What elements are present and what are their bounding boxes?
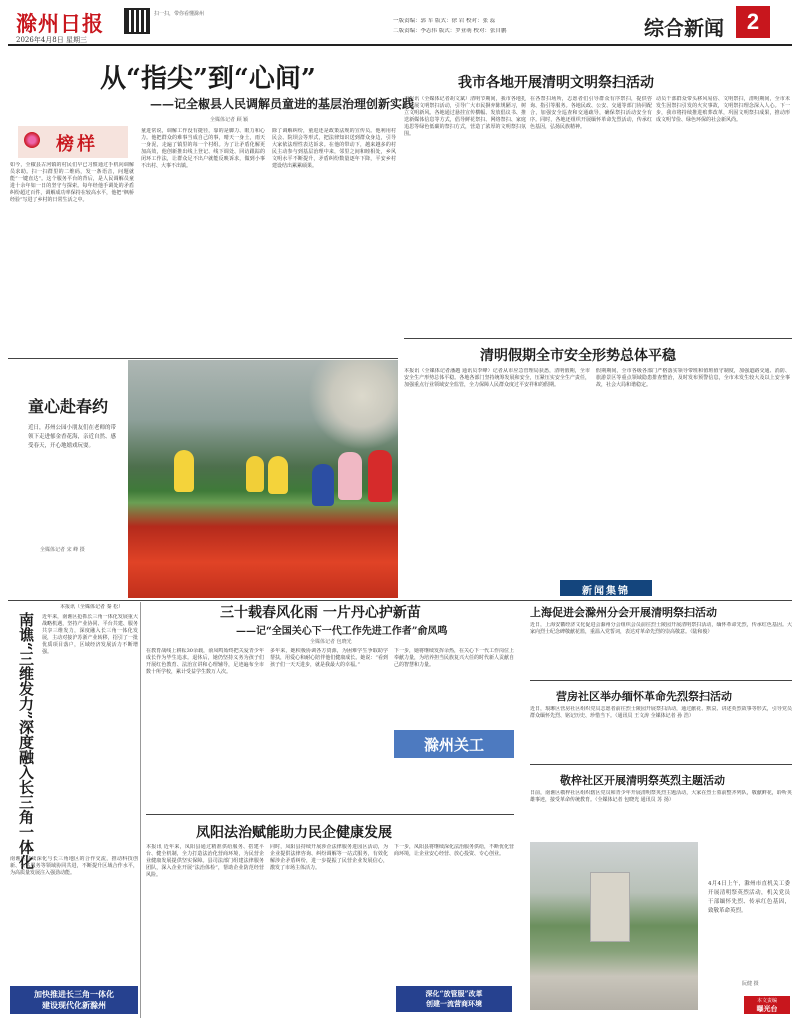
rule-4 <box>146 814 514 815</box>
anhui-byline: 全媒体记者 包晓光 <box>310 639 352 645</box>
slogan-line-4: 创建一流营商环境 <box>426 999 482 1008</box>
rule-1 <box>404 338 792 339</box>
rule-5 <box>530 680 792 681</box>
safety-text-1: 本报讯（全媒体记者潘越 通讯员李峰）记者从市应急管理局获悉，清明假期，全市安全生产形势总体平稳。各地各部门坚持统筹发展和安全，压紧压实安全生产责任，加强重点行业领域安全监管，全力保障人民群众度过平安祥和的假期。 <box>404 368 590 388</box>
rule-6 <box>530 764 792 765</box>
footer-label: 本文责编 <box>756 998 777 1004</box>
left-divider <box>140 602 141 1018</box>
role-model-badge <box>18 126 128 158</box>
qr-code-icon[interactable] <box>124 8 150 34</box>
monument-shape <box>590 872 630 942</box>
forum-byline: 本报讯（全媒体记者 秦 松） <box>60 604 124 610</box>
anhui-headline: 三十载春风化雨 一片丹心护新苗 <box>220 605 421 621</box>
page-number: 2 <box>736 6 770 38</box>
child-blue <box>312 464 334 506</box>
shanghai-text: 近日，上海安徽经济文化促进会滁州分会组织会员前往烈士陵园开展清明祭扫活动，缅怀革命先烈，传承红色基因。大家向烈士纪念碑敬献花篮，重温入党誓词，表达对革命先烈的崇高敬意。（陆和俊） <box>530 622 792 635</box>
memorial-photo <box>530 842 698 1010</box>
safety-text-2: 假期期间，全市各级各部门严格落实领导带班和值班值守制度，加强道路交通、消防、旅游景区等重点领域隐患排查整治，及时发布预警信息，全市未发生较大及以上安全事故，社会大局和谐稳定。 <box>596 368 790 388</box>
footer-name: 曝光台 <box>756 1004 778 1013</box>
child-yellow-1 <box>174 450 194 492</box>
masthead <box>8 4 792 44</box>
child-yellow-2 <box>246 456 264 492</box>
news-roundup-tag <box>560 580 652 596</box>
kids-caption: 近日，苏州公园小朋友们在老师的带领下走进郁金香花海，亲近自然、感受春天，开心地嬉戏玩耍。 <box>28 425 116 449</box>
section-title: 综合新闻 <box>644 16 724 40</box>
safety-headline: 清明假期全市安全形势总体平稳 <box>480 348 676 364</box>
issue-date: 2026年4月8日 星期三 <box>16 36 87 44</box>
qingming-column-3: 动员干部群众带头移风易俗、文明祭扫，清明期间，全市未发生因祭扫引发的火灾事故，文明祭扫理念深入人心。下一步，我市将持续推进殡葬改革，巩固文明祭扫成果，推动形成文明节俭、绿色环保的社会新风尚。 <box>656 96 790 123</box>
law-headline: 凤阳法治赋能助力民企健康发展 <box>196 825 392 841</box>
forum-column-1: 近年来，南谯区抢抓长三角一体化发展重大战略机遇，坚持产业协同、平台共建、服务共享三维发力，深度融入长三角一体化发展，主动对接沪苏浙产业转移，招引了一批优质项目落户，区域经济发展活力不断增强。 <box>42 614 138 655</box>
brand-box <box>394 730 514 758</box>
lead-headline: 从“指尖”到“心间” <box>100 64 316 94</box>
kids-tulip-photo <box>128 360 398 598</box>
child-pink <box>338 452 362 500</box>
qingming-headline: 我市各地开展清明文明祭扫活动 <box>458 75 654 91</box>
badge-label: 榜样 <box>56 134 98 155</box>
lead-column-2: 童进常说，调解工作没有捷径，靠的是脚力、眼力和心力。他把群众的难事当成自己的事，晴天一身土，雨天一身泥，走遍了镇里的每一个村组。为了让矛盾化解更加高效，他创新推出线上登记、线下调处、回访跟踪的闭环工作法，让群众足不出户就能反映诉求，做到小事不出村、大事不出镇。 <box>141 128 265 169</box>
slogan-line-1: 加快推进长三角一体化 <box>34 989 114 999</box>
newspaper-logo: 滁州日报 <box>16 11 104 36</box>
news-roundup-label: 新闻集锦 <box>582 586 630 597</box>
jingzi-text: 日前，南谯区敬梓社区组织辖区党员和青少年开展清明祭英烈主题活动，大家在烈士墓前整齐列队，敬献鲜花，聆听英雄事迹，接受革命传统教育。（全媒体记者 包晓光 通讯员 苏 扬） <box>530 790 792 803</box>
footer-stamp <box>744 996 790 1014</box>
child-red <box>368 450 392 502</box>
forum-column-2: 南谯区持续深化与长三角地区的合作交流，推动科技创新、公共服务等领域协同共进，不断提升区域合作水平，为高质量发展注入强劲动能。 <box>10 856 138 876</box>
kids-credit: 全媒体记者 宋 峰 摄 <box>40 547 85 553</box>
anhui-column-1: 在教育战线上耕耘30余载，俞凤鸣始终把关爱青少年成长作为毕生追求。退休后，她仍坚持义务为孩子们开展红色教育、法治宣讲和心理辅导，足迹遍布全市数十所学校，累计受益学生数万人次。 <box>146 648 264 675</box>
lead-column-1: 如今，全椒县古河镇的村民们早已习惯通过手机向调解员求助。扫一扫群里的二维码，发一条语音，问题就能“一键直达”。这个服务平台的背后，是人民调解员童进十余年如一日的坚守与探索。每年经他手调处的矛盾纠纷超过百件，调解成功率保持在较高水平，他把“枫桥经验”写进了乡村的日常生活之中。 <box>10 162 134 203</box>
slogan-line-3: 深化“放管服”改革 <box>425 989 483 998</box>
jingzi-headline: 敬梓社区开展清明祭英烈主题活动 <box>560 774 725 787</box>
slogan-banner-left <box>10 986 138 1014</box>
memorial-credit: 阮健 摄 <box>742 981 759 987</box>
editors-line-2: 二版责编：李志伟 版式：罗亚萌 校对：张自鹏 <box>393 28 507 34</box>
anhui-subhead: ——记“全国关心下一代工作先进工作者”俞凤鸣 <box>236 626 448 637</box>
shanghai-headline: 上海促进会滁州分会开展清明祭扫活动 <box>530 606 717 619</box>
tree-shape <box>308 360 398 450</box>
forum-headline: 南谯“三维发力”深度融入长三角一体化 <box>17 612 35 870</box>
law-column-3: 下一步，凤阳县将继续深化法治服务供给，不断优化营商环境，让企业安心经营、放心投资、专心创业。 <box>394 844 514 857</box>
flower-icon <box>24 132 40 148</box>
qingming-column-1: 本报讯（全媒体记者胡文斌）清明节期间，我市各地扎实开展文明祭扫活动，引导广大市民摒弃陈规陋习，树立文明新风。各地通过悬挂宣传横幅、发放倡议书、推送新媒体信息等方式，倡导鲜花祭扫、网络祭扫、家庭追思等绿色低碳的祭扫方式，营造了浓厚的文明祭扫氛围。 <box>404 96 526 137</box>
qr-caption: 扫一扫，带你看懂滁州 <box>154 11 205 17</box>
slogan-line-2: 建设现代化新滁州 <box>42 1000 106 1010</box>
kids-headline: 童心赴春约 <box>28 397 109 416</box>
law-column-1: 本报讯 近年来，凤阳县通过精准供给服务、搭建平台、健全机制，全力打造法治化营商环境，为民营企业健康发展提供坚实保障。县司法部门组建法律服务团队，深入企业开展“法治体检”，帮助企业防范经营风险。 <box>146 844 264 878</box>
lead-byline: 全媒体记者 顾 颖 <box>210 117 249 123</box>
rule-2 <box>8 358 398 359</box>
law-column-2: 同时，凤阳县持续开展涉企法律服务进园区活动，为企业提供法律咨询、纠纷调解等一站式服务，有效化解涉企矛盾纠纷，进一步提振了民营企业发展信心，激发了市场主体活力。 <box>270 844 388 871</box>
yingfang-headline: 营房社区举办缅怀革命先烈祭扫活动 <box>556 690 732 703</box>
editors-line-1: 一版责编：郭 军 版式：徐 岩 校对：张 蕊 <box>393 18 496 24</box>
yingfang-text: 近日，琅琊区营房社区组织党员志愿者前往烈士陵园开展祭扫活动，通过献花、默哀、讲述英烈故事等形式，引导党员群众缅怀先烈、铭记历史、珍惜当下。（通讯员 王文涛 全媒体记者 孙 浩） <box>530 706 792 719</box>
qingming-column-2: 在各祭扫场所，志愿者们引导群众有序祭扫，提供咨询、指引等服务。各地民政、公安、交通等部门协同配合，加强安全巡查和交通疏导，确保祭扫活动安全有序。同时，各地还组织开展缅怀革命先烈活动，传承红色基因，弘扬民族精神。 <box>530 96 652 130</box>
rule-3 <box>8 600 792 601</box>
child-yellow-3 <box>268 456 288 494</box>
slogan-banner-bottom <box>396 986 512 1012</box>
lead-column-3: 除了调解纠纷，童进还是政策法规的宣传员。他利用村民会、院坝会等形式，把法律知识送到群众身边，引导大家依法理性表达诉求。在他的带动下，越来越多的村民主动参与到基层治理中来，邻里之间和睦相处，乡风文明水平不断提升，矛盾纠纷数量逐年下降，平安乡村建设结出累累硕果。 <box>272 128 396 169</box>
masthead-rule <box>8 44 792 46</box>
lead-subhead: ——记全椒县人民调解员童进的基层治理创新实践 <box>150 97 415 111</box>
anhui-column-2: 多年来，她积极协调各方资源，为困难学生争取助学帮扶，用爱心和耐心陪伴他们健康成长。她说：“看到孩子们一天天进步，就是我最大的幸福。” <box>270 648 388 668</box>
anhui-column-3: 下一步，她将继续发挥余热，在关心下一代工作岗位上奉献力量，为培养担当民族复兴大任的时代新人贡献自己的智慧和力量。 <box>394 648 514 668</box>
memorial-caption: 4月4日上午，滁州市直机关工委开展清明祭英烈活动，机关党员干部缅怀先烈、传承红色基因，致敬革命英烈。 <box>708 881 790 914</box>
brand-label: 滁州关工 <box>423 736 484 754</box>
